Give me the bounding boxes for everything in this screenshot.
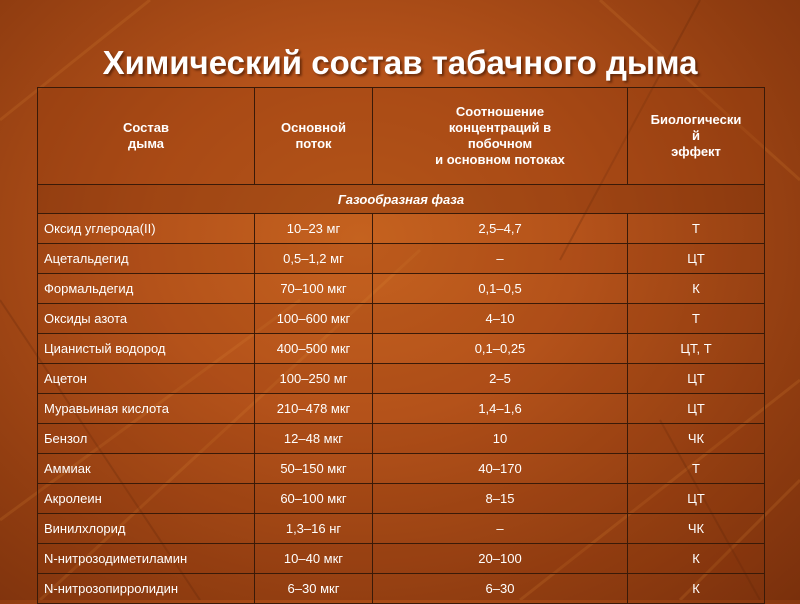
cell-ratio: – — [373, 514, 628, 544]
header-composition-line: дыма — [127, 136, 165, 151]
table-row — [38, 214, 765, 244]
cell-ratio: 40–170 — [373, 454, 628, 484]
table-row — [38, 514, 765, 544]
table-row — [38, 394, 765, 424]
table-row — [38, 334, 765, 364]
header-bio-effect-line: Биологически — [650, 112, 742, 127]
cell-effect: ЦТ — [628, 484, 765, 514]
table-row — [38, 484, 765, 514]
cell-ratio: 4–10 — [373, 304, 628, 334]
cell-main-stream: 10–23 мг — [255, 214, 373, 244]
cell-substance: Бензол — [38, 424, 255, 454]
header-ratio — [373, 88, 628, 185]
cell-effect: ЦТ — [628, 364, 765, 394]
cell-effect: Т — [628, 304, 765, 334]
cell-ratio: 6–30 — [373, 574, 628, 604]
header-main-stream-line: Основной — [281, 120, 346, 135]
header-ratio-line: Соотношение — [455, 104, 545, 119]
cell-effect: К — [628, 574, 765, 604]
cell-main-stream: 0,5–1,2 мг — [255, 244, 373, 274]
table-row — [38, 304, 765, 334]
cell-effect: К — [628, 544, 765, 574]
cell-substance: Цианистый водород — [38, 334, 255, 364]
table-row — [38, 574, 765, 604]
table-row — [38, 424, 765, 454]
cell-substance: Ацетон — [38, 364, 255, 394]
header-composition — [38, 88, 255, 185]
header-ratio-line: побочном — [467, 136, 533, 151]
cell-effect: ЦТ — [628, 394, 765, 424]
cell-main-stream: 210–478 мкг — [255, 394, 373, 424]
cell-main-stream: 6–30 мкг — [255, 574, 373, 604]
cell-ratio: 10 — [373, 424, 628, 454]
header-bio-effect-line: й — [692, 128, 700, 143]
cell-substance: Ацетальдегид — [38, 244, 255, 274]
cell-ratio: 2,5–4,7 — [373, 214, 628, 244]
phase-label: Газообразная фаза — [38, 185, 765, 214]
header-bio-effect-line: эффект — [671, 144, 721, 159]
phase-row — [38, 185, 765, 214]
cell-effect: ЧК — [628, 424, 765, 454]
cell-effect: ЦТ, Т — [628, 334, 765, 364]
cell-main-stream: 1,3–16 нг — [255, 514, 373, 544]
composition-table — [37, 87, 765, 604]
header-ratio-line: и основном потоках — [435, 152, 565, 167]
table-row — [38, 274, 765, 304]
header-row — [38, 88, 765, 185]
cell-main-stream: 70–100 мкг — [255, 274, 373, 304]
cell-substance: Оксид углерода(II) — [38, 214, 255, 244]
cell-substance: Формальдегид — [38, 274, 255, 304]
cell-main-stream: 100–250 мг — [255, 364, 373, 394]
cell-substance: Аммиак — [38, 454, 255, 484]
table-row — [38, 364, 765, 394]
page-title: Химический состав табачного дыма — [102, 44, 698, 81]
table-row — [38, 544, 765, 574]
cell-ratio: 1,4–1,6 — [373, 394, 628, 424]
cell-effect: ЧК — [628, 514, 765, 544]
cell-substance: Акролеин — [38, 484, 255, 514]
header-ratio-line: концентраций в — [448, 120, 552, 135]
cell-effect: Т — [628, 454, 765, 484]
header-composition-line: Состав — [123, 120, 169, 135]
cell-substance: Оксиды азота — [38, 304, 255, 334]
cell-ratio: 8–15 — [373, 484, 628, 514]
header-main-stream-line: поток — [295, 136, 332, 151]
cell-substance: N-нитрозодиметиламин — [38, 544, 255, 574]
cell-ratio: 0,1–0,25 — [373, 334, 628, 364]
cell-effect: К — [628, 274, 765, 304]
table-row — [38, 454, 765, 484]
cell-substance: Муравьиная кислота — [38, 394, 255, 424]
cell-main-stream: 12–48 мкг — [255, 424, 373, 454]
cell-ratio: 20–100 — [373, 544, 628, 574]
cell-ratio: 0,1–0,5 — [373, 274, 628, 304]
cell-main-stream: 50–150 мкг — [255, 454, 373, 484]
cell-main-stream: 100–600 мкг — [255, 304, 373, 334]
cell-main-stream: 10–40 мкг — [255, 544, 373, 574]
header-bio-effect — [628, 88, 765, 185]
cell-effect: ЦТ — [628, 244, 765, 274]
cell-main-stream: 60–100 мкг — [255, 484, 373, 514]
cell-substance: Винилхлорид — [38, 514, 255, 544]
cell-effect: Т — [628, 214, 765, 244]
cell-main-stream: 400–500 мкг — [255, 334, 373, 364]
cell-ratio: 2–5 — [373, 364, 628, 394]
table-row — [38, 244, 765, 274]
cell-substance: N-нитрозопирролидин — [38, 574, 255, 604]
header-main-stream — [255, 88, 373, 185]
cell-ratio: – — [373, 244, 628, 274]
